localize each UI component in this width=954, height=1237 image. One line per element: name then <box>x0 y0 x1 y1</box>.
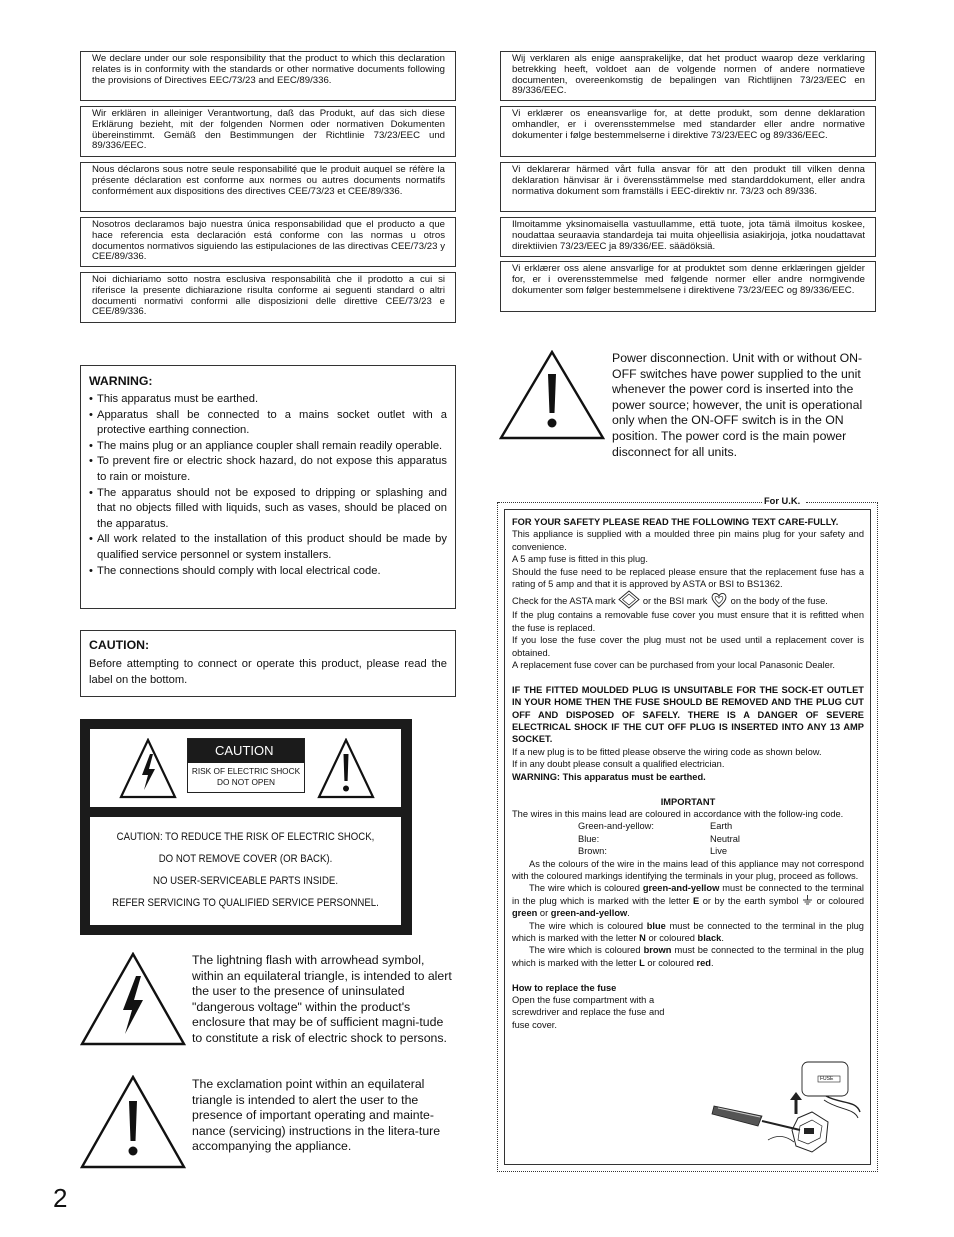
uk-p14g: . <box>710 957 714 968</box>
earth-symbol-icon <box>802 895 813 905</box>
uk-replace-text: Open the fuse compartment with a screwdriver and replace the fuse and fuse cover. <box>512 994 665 1030</box>
caution-badge <box>187 738 305 793</box>
uk-p9: If in any doubt please consult a qualified electrician. <box>512 759 725 770</box>
warning-title: WARNING: <box>89 374 153 388</box>
label-top-panel <box>90 729 401 807</box>
page-number: 2 <box>53 1183 68 1213</box>
wire-role: Live <box>710 846 728 857</box>
caution-box <box>80 630 456 697</box>
declaration-fi: Ilmoitamme yksinomaisella vastuullamme, että tuote, jota tämä ilmoitus koskee, noudattaa seuraavia standardeja tai muita ohjeellisia asiakirjoja, jotka noudattavat direktiivien 73/23/EEC ja 89/336/EE. säädöksiä. <box>500 217 876 257</box>
fuse-replacement-illustration <box>708 1060 864 1160</box>
declaration-es: Nosotros declaramos bajo nuestra única responsabilidad que el producto a que hace referencia esta declaración está conforme con las normas u otros documentos normativos siguiendo las estipulaciones de las directivas CEE/73/23 y CEE/89/336. <box>80 217 456 267</box>
label-line: NO USER-SERVICEABLE PARTS INSIDE. <box>152 875 338 887</box>
power-warning-icon <box>499 350 605 440</box>
lightning-description: The lightning flash with arrowhead symbol, within an equilateral triangle, is intended to alert the user to the presence of uninsulated "dangerous voltage" within the product's enclosure that may be of sufficient magni-tude to constitute a risk of electric shock to persons. <box>192 953 452 1045</box>
uk-p12b: green-and-yellow <box>642 883 720 894</box>
uk-p6: If you lose the fuse cover the plug must not be used until a replacement cover is obtained. <box>512 635 864 658</box>
declaration-da: Vi erklærer os eneansvarlige for, at dette produkt, som denne deklaration omhandler, er i overensstemmelse med standarder eller andre normative dokumenter i følge bestemmelserne i direktive 73/23/EEC og 89/336/EEC. <box>500 106 876 157</box>
exclamation-symbol-icon <box>80 1075 186 1169</box>
uk-tag: For U.K. <box>764 496 801 506</box>
uk-p2: A 5 amp fuse is fitted in this plug. <box>512 554 648 565</box>
declaration-fr: Nous déclarons sous notre seule responsabilité que le produit auquel se réfère la présente déclaration est conforme aux normes ou autres documents normatifs conformément aux dispositions des directives CEE/73/23 et CEE/89/336. <box>80 162 456 212</box>
wire-color: Brown: <box>578 846 607 857</box>
wire-code-table <box>578 820 864 857</box>
uk-p13c: must be connected to the terminal in the plug which is marked with the letter <box>512 920 864 943</box>
uk-bold-block: IF THE FITTED MOULDED PLUG IS UNSUITABLE FOR THE SOCK-ET OUTLET IN YOUR HOME THEN THE FUSE SHOULD BE REMOVED AND THE PLUG CUT OFF AND DISPOSED OF SAFELY. THERE IS A DANGER OF SEVERE ELECTRICAL SHOCK IF THE CUT OFF PLUG IS INSERTED INTO ANY 13 AMP SOCKET. <box>512 684 864 745</box>
uk-p12e: or by the earth symbol <box>702 895 799 906</box>
declaration-no: Vi erklærer oss alene ansvarlige for at produktet som denne erklæringen gjelder for, er i overensstemmelse med følgende normer eller andre normgivende dokumenter som følger bestemmelsene i direktivene 73/23/EEC og 89/336/EEC. <box>500 261 876 312</box>
warning-box <box>80 365 456 609</box>
uk-warning: WARNING: This apparatus must be earthed. <box>512 771 706 782</box>
uk-p12f: or coloured <box>816 895 865 906</box>
uk-p1: This appliance is supplied with a moulded three pin mains plug for your safety and convenience. <box>512 529 864 552</box>
warning-item: • All work related to the installation of this product should be made by qualified service personnel or system installers. <box>89 532 447 563</box>
warning-item: • The mains plug or an appliance coupler shall remain readily operable. <box>89 439 447 455</box>
label-bottom-panel <box>90 817 401 925</box>
caution-title: CAUTION: <box>89 638 150 652</box>
fuse-inset-label: FUSE <box>820 1076 834 1082</box>
exclamation-triangle-icon <box>317 738 375 799</box>
declaration-en: We declare under our sole responsibility that the product to which this declaration relates is in conformity with the standards or other normative documents following the provisions of Directives EEC/73/23 and EEC/89/336. <box>80 51 456 101</box>
caution-label <box>80 719 412 935</box>
uk-p12h: or <box>539 908 549 919</box>
risk-line-1: RISK OF ELECTRIC SHOCK <box>191 766 301 776</box>
declaration-sv: Vi deklarerar härmed vårt fulla ansvar för att den produkt till vilken denna deklaration hänvisar är i överensstämmelse med standarddokument, eller andra normativa dokument som framställs i EEC-direktiv nr. 73/23 och 89/336. <box>500 162 876 212</box>
uk-p12j: . <box>627 908 630 919</box>
uk-p4 <box>512 590 864 609</box>
uk-p5: If the plug contains a removable fuse cover you must ensure that it is refitted when the fuse is replaced. <box>512 610 864 633</box>
uk-p14f: red <box>696 957 711 968</box>
uk-p12d: E <box>693 895 700 906</box>
wire-color: Green-and-yellow: <box>578 821 654 832</box>
caution-word: CAUTION <box>188 739 304 763</box>
uk-p14d: L <box>639 957 645 968</box>
uk-content <box>512 516 864 1031</box>
uk-replace-title: How to replace the fuse <box>512 982 617 993</box>
uk-p4b: or the BSI mark <box>642 596 708 607</box>
uk-p12g: green <box>512 908 538 919</box>
uk-p8: If a new plug is to be fitted please observe the wiring code as shown below. <box>512 746 822 757</box>
uk-p13b: blue <box>646 920 666 931</box>
uk-p12 <box>512 882 864 919</box>
lightning-triangle-icon <box>119 738 177 799</box>
wire-color: Blue: <box>578 833 600 844</box>
declaration-it: Noi dichiariamo sotto nostra esclusiva responsabilità che il prodotto a cui si riferisce la presente dichiarazione risulta conforme ai seguenti standard o altri documenti normativi conformi alle disposizioni delle direttive CEE/73/23 e CEE/89/336. <box>80 272 456 323</box>
bsi-mark-icon <box>710 591 728 609</box>
risk-line-2: DO NOT OPEN <box>217 777 275 787</box>
declaration-nl: Wij verklaren als enige aansprakelijke, dat het product waarop deze verklaring betrekking heeft, voldoet aan de volgende normen of andere normatieve documenten, overeenkomstig de bepalingen van Richtlijnen 73/23/EEC en 89/336/EEC. <box>500 51 876 101</box>
wire-role: Neutral <box>710 833 740 844</box>
uk-p13g: . <box>721 932 724 943</box>
wire-role: Earth <box>710 821 733 832</box>
uk-p12c: must be connected to the terminal in the plug which is marked with the letter <box>512 883 864 906</box>
uk-p13f: black <box>697 932 722 943</box>
uk-p14e: or coloured <box>647 957 694 968</box>
uk-p14c: must be connected to the terminal in the plug which is marked with the letter <box>512 945 864 968</box>
uk-p12i: green-and-yellow <box>550 908 628 919</box>
uk-p13d: N <box>639 932 646 943</box>
uk-p11: As the colours of the wire in the mains lead of this appliance may not correspond with the coloured markings identifying the terminals in your plug, proceed as follows. <box>512 858 864 881</box>
label-line: DO NOT REMOVE COVER (OR BACK). <box>158 853 333 865</box>
uk-p13e: or coloured <box>648 932 695 943</box>
caution-text: Before attempting to connect or operate this product, please read the label on the bottom. <box>89 658 447 686</box>
label-line: CAUTION: TO REDUCE THE RISK OF ELECTRIC SHOCK, <box>116 831 375 843</box>
uk-p13a: The wire which is coloured <box>529 920 643 931</box>
declaration-de: Wir erklären in alleiniger Verantwortung, daß das Produkt, auf das sich diese Erklärung bezieht, mit der folgenden Normen oder normativen Dokumenten übereinstimmt. Gemäß den Bestimmungen der Richtlinie 73/23/EEC und 89/336/EEC. <box>80 106 456 157</box>
uk-p14 <box>512 944 864 969</box>
uk-important: IMPORTANT <box>660 796 716 807</box>
uk-p14a: The wire which is coloured <box>529 945 641 956</box>
uk-p4c: on the body of the fuse. <box>730 596 828 607</box>
warning-item: • This apparatus must be earthed. <box>89 392 447 408</box>
uk-heading: FOR YOUR SAFETY PLEASE READ THE FOLLOWING TEXT CARE-FULLY. <box>512 517 839 527</box>
label-line: REFER SERVICING TO QUALIFIED SERVICE PERSONNEL. <box>112 897 379 909</box>
warning-item: • The apparatus should not be exposed to dripping or splashing and that no objects filled with liquids, such as vases, should be placed on the apparatus. <box>89 486 447 533</box>
uk-p12a: The wire which is coloured <box>529 883 640 894</box>
asta-mark-icon <box>618 590 640 609</box>
uk-p3: Should the fuse need to be replaced please ensure that the replacement fuse has a rating of 5 amp and that it is approved by ASTA or BSI to BS1362. <box>512 566 864 590</box>
warning-item: • The connections should comply with local electrical code. <box>89 564 447 580</box>
warning-item: • To prevent fire or electric shock hazard, do not expose this apparatus to rain or moisture. <box>89 454 447 485</box>
uk-p13 <box>512 920 864 945</box>
warning-list <box>89 392 447 579</box>
uk-p10: The wires in this mains lead are coloured in accordance with the follow-ing code. <box>512 808 844 819</box>
uk-p14b: brown <box>643 945 672 956</box>
lightning-symbol-icon <box>80 952 186 1046</box>
power-disconnection-text: Power disconnection. Unit with or without ON-OFF switches have power supplied to the unit whenever the power cord is inserted into the power source; however, the unit is operational only when the ON-OFF switch is in the ON position. The power cord is the main power disconnect for all units. <box>612 351 863 459</box>
exclamation-description: The exclamation point within an equilateral triangle is intended to alert the user to the presence of important operating and mainte-nance (servicing) instructions in the litera-ture accompanying the appliance. <box>192 1077 441 1154</box>
uk-p4a: Check for the ASTA mark <box>512 596 616 607</box>
uk-p7: A replacement fuse cover can be purchased from your local Panasonic Dealer. <box>512 660 835 671</box>
warning-item: • Apparatus shall be connected to a mains socket outlet with a protective earthing connection. <box>89 408 447 439</box>
